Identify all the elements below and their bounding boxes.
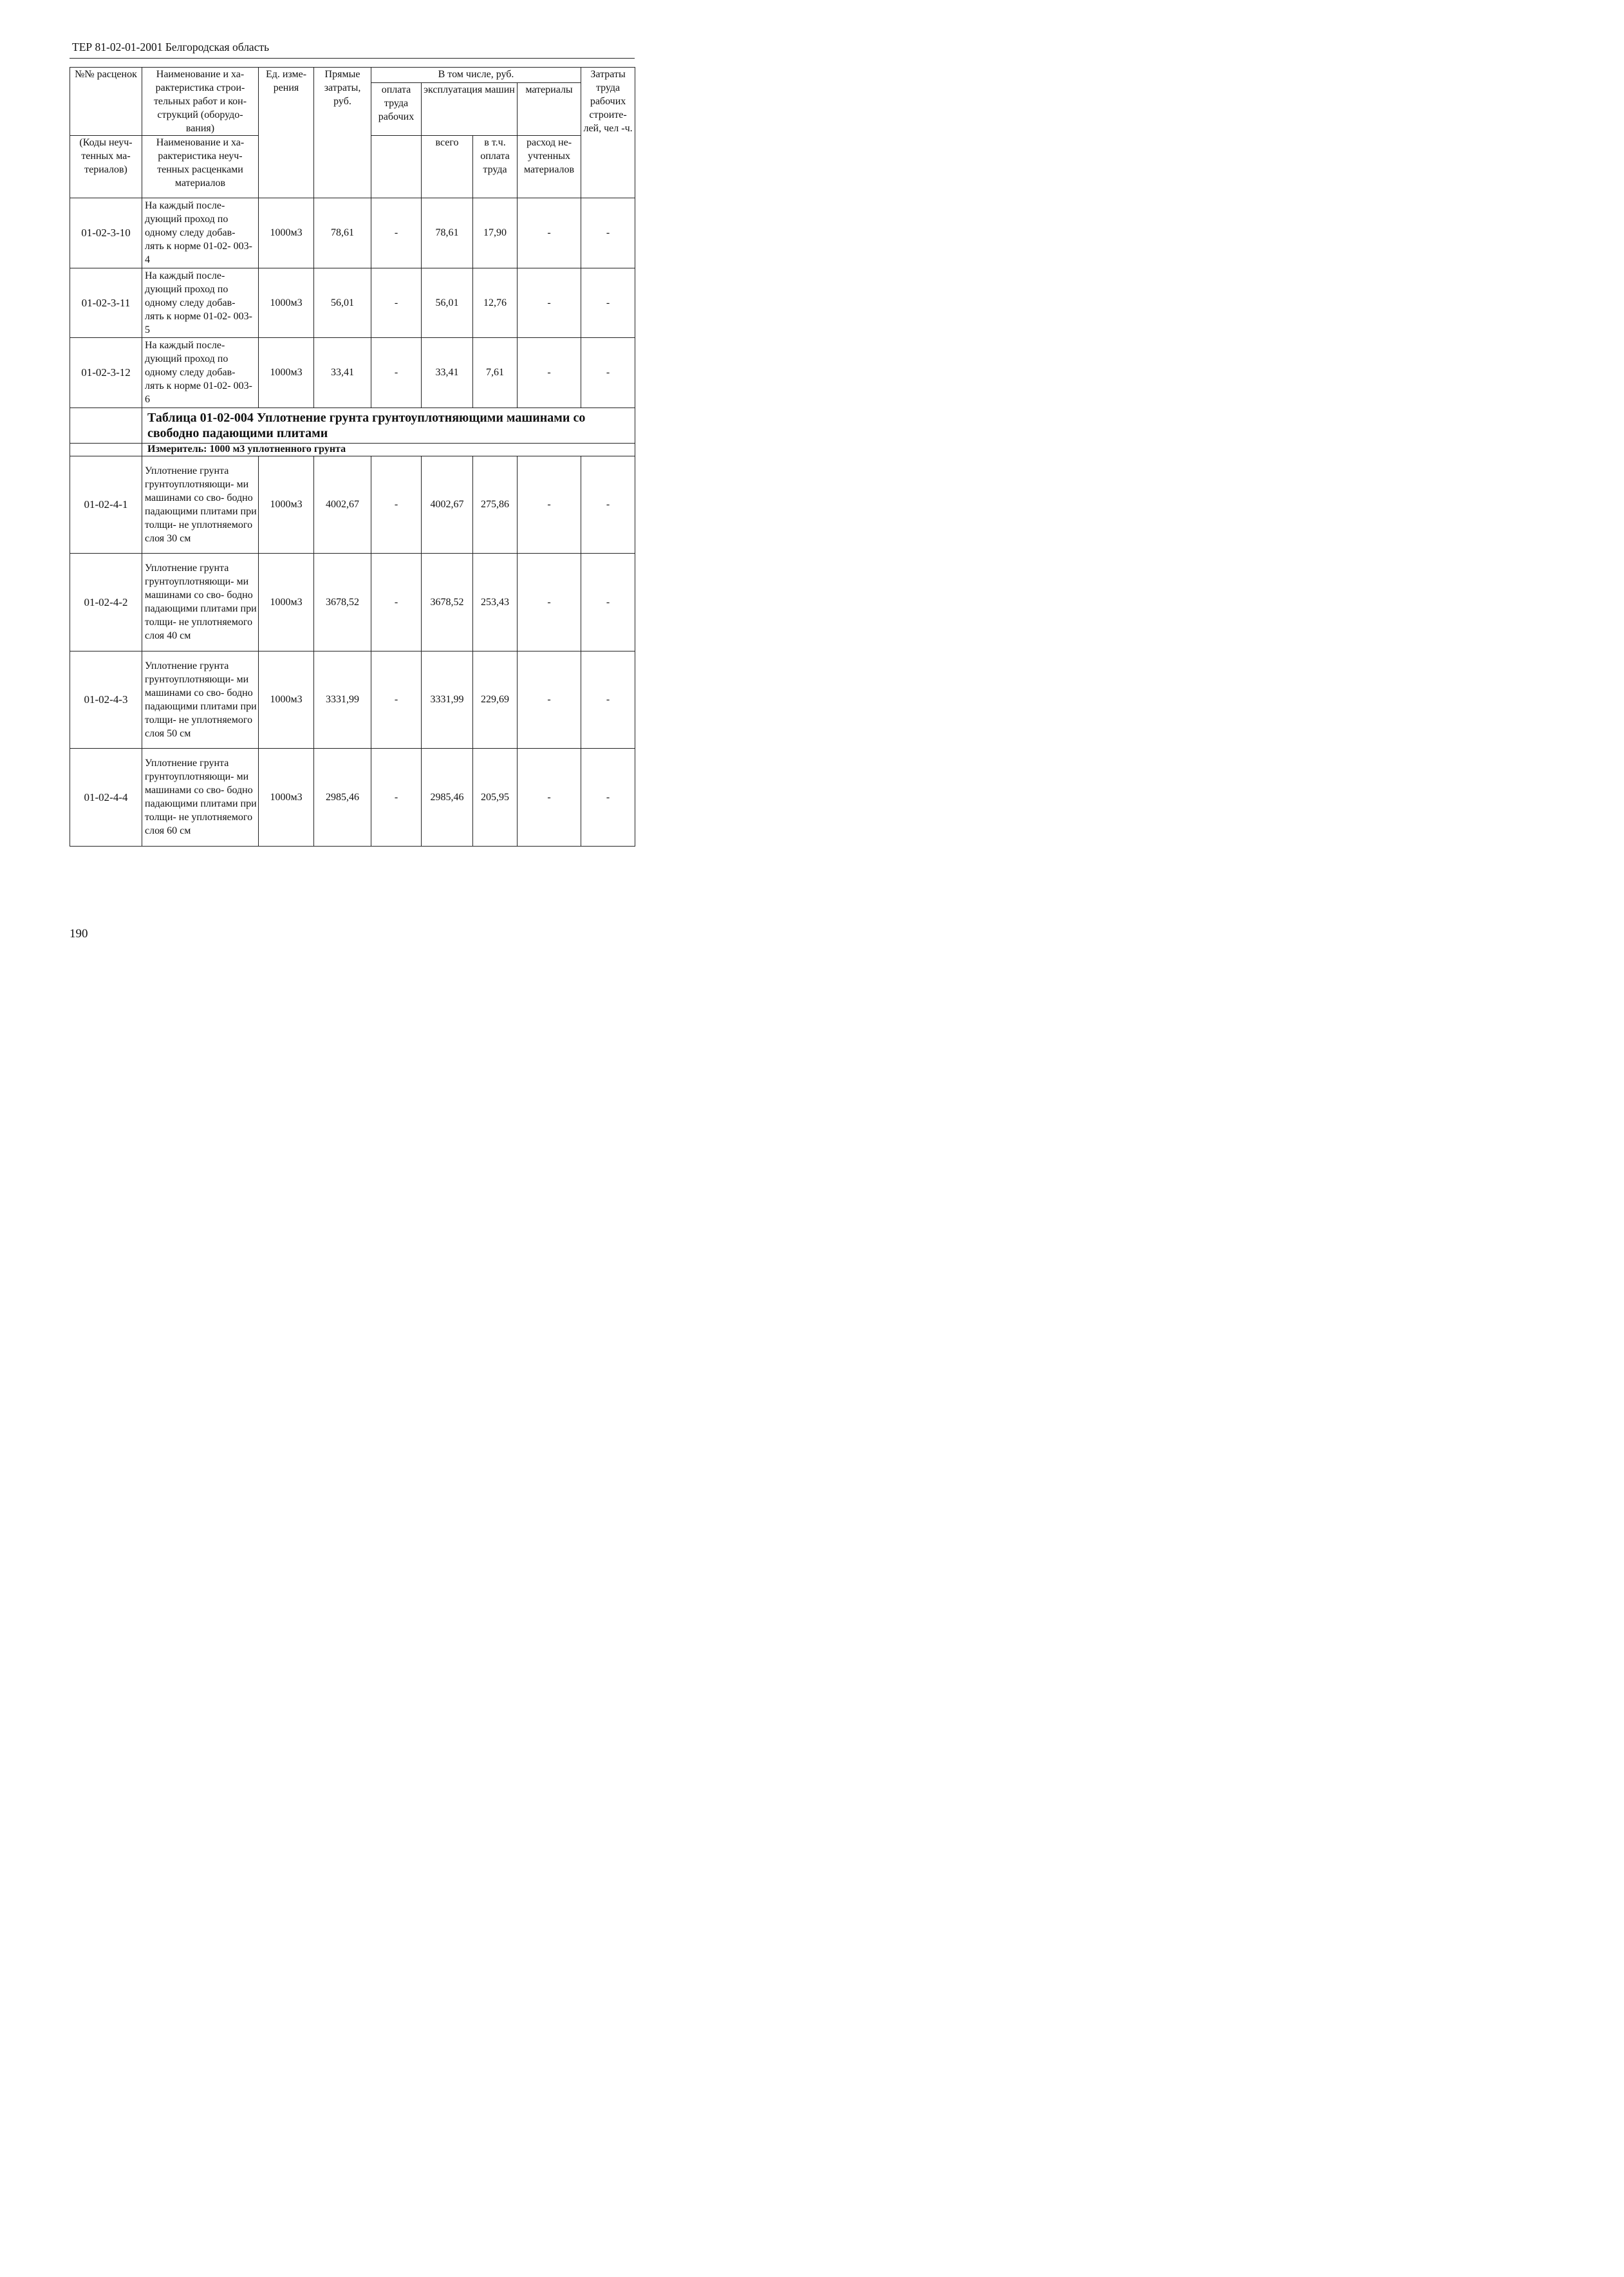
table-title-spacer xyxy=(70,408,142,443)
rate-direct-cost: 3331,99 xyxy=(314,651,371,749)
rate-labor-cost: - xyxy=(371,554,422,651)
rate-machine-labor-cost: 7,61 xyxy=(473,338,518,408)
col-materials-header: материалы xyxy=(518,83,581,136)
rates-table xyxy=(70,67,635,847)
col-mat-consumption-header: расход не- учтенных материалов xyxy=(518,136,581,198)
rate-labor-hours: - xyxy=(581,456,635,554)
col-incl-header: В том числе, руб. xyxy=(371,68,581,83)
rate-labor-hours: - xyxy=(581,338,635,408)
rate-materials-cost: - xyxy=(518,456,581,554)
rate-unit: 1000м3 xyxy=(259,749,314,847)
rate-name: Уплотнение грунта грунтоуплотняющи- ми машинами со сво- бодно падающими плитами при толщи- не уплотняемого слоя 40 см xyxy=(142,554,259,651)
rate-code: 01-02-4-1 xyxy=(70,456,142,554)
rate-unit: 1000м3 xyxy=(259,198,314,268)
header-rule xyxy=(70,58,635,59)
col-mach-total-header: всего xyxy=(422,136,473,198)
rate-name: Уплотнение грунта грунтоуплотняющи- ми машинами со сво- бодно падающими плитами при толщи- не уплотняемого слоя 60 см xyxy=(142,749,259,847)
rate-machine-labor-cost: 275,86 xyxy=(473,456,518,554)
rate-direct-cost: 3678,52 xyxy=(314,554,371,651)
rate-labor-hours: - xyxy=(581,198,635,268)
col-direct-header: Прямые затраты, руб. xyxy=(314,68,371,198)
measure-row xyxy=(70,443,635,456)
rate-labor-cost: - xyxy=(371,338,422,408)
measure-spacer xyxy=(70,443,142,456)
table-row xyxy=(70,749,635,847)
rate-machine-labor-cost: 229,69 xyxy=(473,651,518,749)
document-header: ТЕР 81-02-01-2001 Белгородская область xyxy=(72,41,270,53)
table-row xyxy=(70,651,635,749)
rate-materials-cost: - xyxy=(518,198,581,268)
col-labor-header: оплата труда рабочих xyxy=(371,83,422,136)
col-code-header: №№ расценок xyxy=(70,68,142,136)
rate-unit: 1000м3 xyxy=(259,338,314,408)
rate-name: Уплотнение грунта грунтоуплотняющи- ми машинами со сво- бодно падающими плитами при толщи- не уплотняемого слоя 30 см xyxy=(142,456,259,554)
table-row xyxy=(70,456,635,554)
rate-machine-cost: 3331,99 xyxy=(422,651,473,749)
col-unit-header: Ед. изме- рения xyxy=(259,68,314,198)
rate-unit: 1000м3 xyxy=(259,268,314,338)
rate-direct-cost: 56,01 xyxy=(314,268,371,338)
rate-labor-hours: - xyxy=(581,651,635,749)
rate-labor-hours: - xyxy=(581,554,635,651)
rate-unit: 1000м3 xyxy=(259,456,314,554)
rate-labor-cost: - xyxy=(371,268,422,338)
rate-machine-labor-cost: 253,43 xyxy=(473,554,518,651)
rate-labor-hours: - xyxy=(581,268,635,338)
rate-name: На каждый после- дующий проход по одному следу добав- лять к норме 01-02- 003-6 xyxy=(142,338,259,408)
rate-labor-cost: - xyxy=(371,456,422,554)
rate-unit: 1000м3 xyxy=(259,651,314,749)
rate-machine-cost: 2985,46 xyxy=(422,749,473,847)
rate-code: 01-02-3-10 xyxy=(70,198,142,268)
rate-name: На каждый после- дующий проход по одному следу добав- лять к норме 01-02- 003-5 xyxy=(142,268,259,338)
header-row-1 xyxy=(70,68,635,83)
col-name2-header: Наименование и ха- рактеристика неуч- тенных расценками материалов xyxy=(142,136,259,198)
rate-code: 01-02-4-3 xyxy=(70,651,142,749)
rate-labor-cost: - xyxy=(371,651,422,749)
rate-machine-cost: 4002,67 xyxy=(422,456,473,554)
rate-machine-labor-cost: 205,95 xyxy=(473,749,518,847)
rate-labor-cost: - xyxy=(371,749,422,847)
rate-machine-labor-cost: 17,90 xyxy=(473,198,518,268)
col-labor-sub-empty xyxy=(371,136,422,198)
rate-unit: 1000м3 xyxy=(259,554,314,651)
rate-machine-labor-cost: 12,76 xyxy=(473,268,518,338)
rate-name: На каждый после- дующий проход по одному следу добав- лять к норме 01-02- 003-4 xyxy=(142,198,259,268)
rate-name: Уплотнение грунта грунтоуплотняющи- ми машинами со сво- бодно падающими плитами при толщи- не уплотняемого слоя 50 см xyxy=(142,651,259,749)
rate-materials-cost: - xyxy=(518,651,581,749)
col-code2-header: (Коды неуч- тенных ма- териалов) xyxy=(70,136,142,198)
table-row xyxy=(70,268,635,338)
col-machines-header: эксплуатация машин xyxy=(422,83,518,136)
rate-code: 01-02-3-12 xyxy=(70,338,142,408)
rate-direct-cost: 78,61 xyxy=(314,198,371,268)
rate-materials-cost: - xyxy=(518,268,581,338)
rate-machine-cost: 56,01 xyxy=(422,268,473,338)
rate-code: 01-02-3-11 xyxy=(70,268,142,338)
rate-labor-hours: - xyxy=(581,749,635,847)
rate-materials-cost: - xyxy=(518,554,581,651)
rate-machine-cost: 33,41 xyxy=(422,338,473,408)
table-title-row xyxy=(70,408,635,443)
rate-direct-cost: 2985,46 xyxy=(314,749,371,847)
rate-machine-cost: 78,61 xyxy=(422,198,473,268)
col-name-header: Наименование и ха- рактеристика строи- тельных работ и кон- струкций (оборудо- вания) xyxy=(142,68,259,136)
rate-code: 01-02-4-4 xyxy=(70,749,142,847)
rate-machine-cost: 3678,52 xyxy=(422,554,473,651)
rate-direct-cost: 4002,67 xyxy=(314,456,371,554)
rate-materials-cost: - xyxy=(518,338,581,408)
col-hours-header: Затраты труда рабочих строите- лей, чел -ч. xyxy=(581,68,635,198)
rate-direct-cost: 33,41 xyxy=(314,338,371,408)
page-number: 190 xyxy=(70,927,88,941)
table-row xyxy=(70,554,635,651)
table-row xyxy=(70,198,635,268)
rate-materials-cost: - xyxy=(518,749,581,847)
col-mach-labor-header: в т.ч. оплата труда xyxy=(473,136,518,198)
rate-labor-cost: - xyxy=(371,198,422,268)
measure-unit: Измеритель: 1000 м3 уплотненного грунта xyxy=(142,443,635,456)
table-row xyxy=(70,338,635,408)
table-title: Таблица 01-02-004 Уплотнение грунта грунтоуплотняющими машинами со свободно падающими плитами xyxy=(142,408,635,443)
rate-code: 01-02-4-2 xyxy=(70,554,142,651)
